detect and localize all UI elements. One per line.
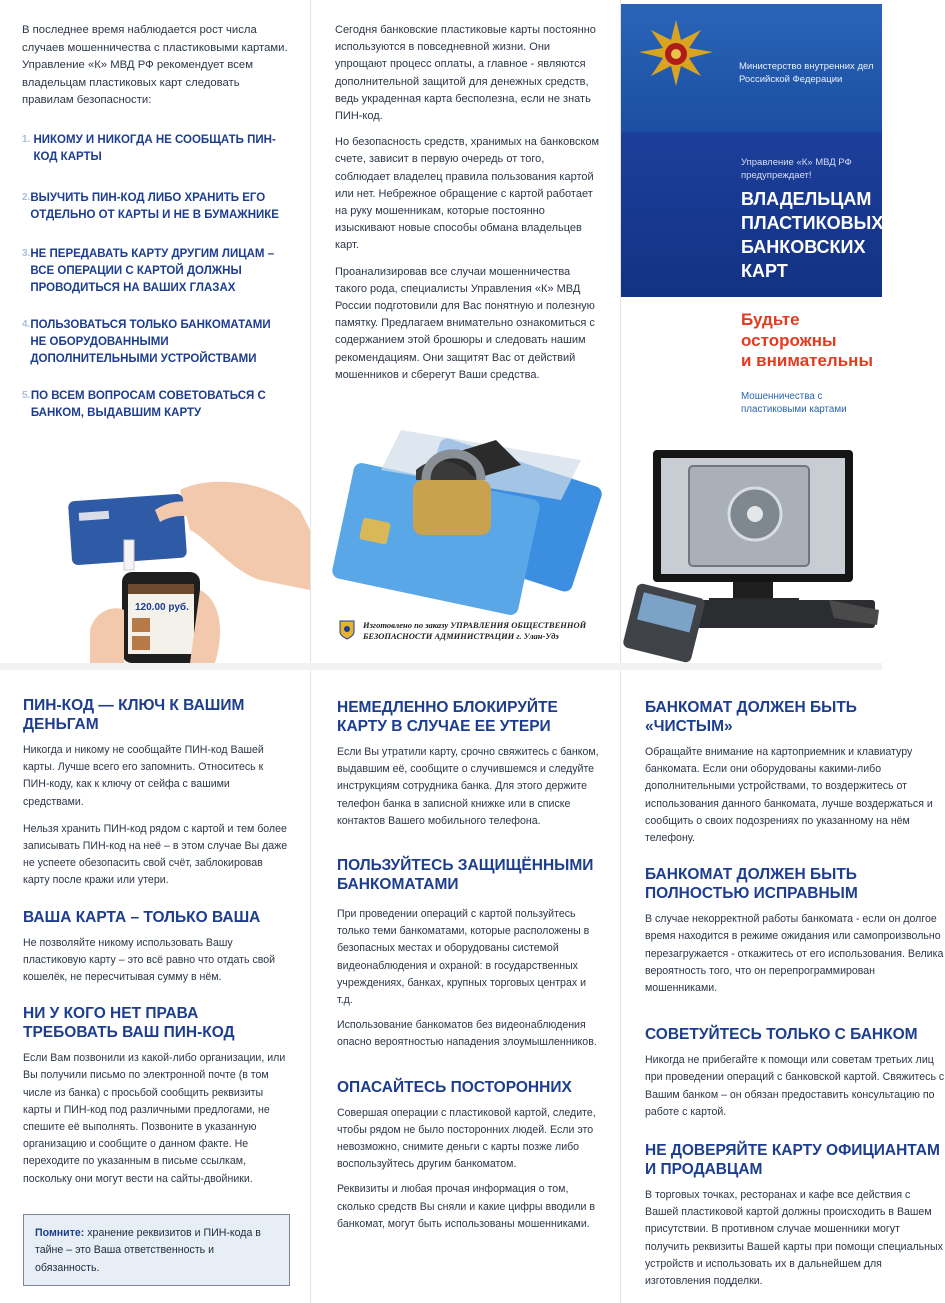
section-title: ПИН-КОД — КЛЮЧ К ВАШИМ ДЕНЬГАМ (23, 697, 245, 733)
rule-text: НИКОМУ И НИКОГДА НЕ СООБЩАТЬ ПИН-КОД КАРТЫ (33, 133, 276, 163)
rule-number: 2. (22, 191, 31, 203)
section-title: ВАША КАРТА – ТОЛЬКО ВАША (23, 908, 261, 926)
rule-text: ПОЛЬЗОВАТЬСЯ ТОЛЬКО БАНКОМАТАМИ НЕ ОБОРУДОВАННЫМИ ДОПОЛНИТЕЛЬНЫМИ УСТРОЙСТВАМИ (30, 318, 271, 365)
rule-number: 5. (22, 389, 31, 401)
paragraph: Но безопасность средств, хранимых на банковском счете, зависит в первую очередь от того, соблюдает владелец правила пользования картой или нет. Небрежное обращение с картой работает на руку мошенникам, которые постоянно изыскивают новые способы обмана владельцев карт. (335, 136, 600, 252)
phone-amount: 120.00 руб. (135, 602, 189, 613)
rule-number: 3. (22, 247, 31, 259)
paragraph: Проанализировав все случаи мошенничества такого рода, специалисты Управления «К» МВД России подготовили для Вас понятную и полезную памятку. Предлагаем внимательно ознакомиться с содержанием этой брошюры и следовать нашим рекомендациям. Они защитят Вас от действий мошенников и сберегут Ваши средства. (335, 265, 595, 381)
paragraph: Обращайте внимание на картоприемник и клавиатуру банкомата. Если они оборудованы какими-либо дополнительными устройствами, то воздержитесь от использования данного банкомата, лучше воздержаться и сообщить о своих подозрениях по указанному на нём телефону. (645, 746, 933, 845)
rule-item (22, 388, 288, 422)
section-title: БАНКОМАТ ДОЛЖЕН БЫТЬ «ЧИСТЫМ» (645, 699, 857, 735)
slogan: Будьте осторожны и внимательны (741, 310, 873, 370)
paragraph: В торговых точках, ресторанах и кафе все действия с Вашей пластиковой картой должны происходить в Вашем присутствии. В противном случае мошенники могут получить реквизиты Вашей карты при помощи специальных устройств и использовать их в дальнейшем для изготовления подделки. (645, 1189, 943, 1288)
intro-text: В последнее время наблюдается рост числа случаев мошенничества с пластиковыми картами. Управление «К» МВД РФ рекомендует всем владельцам пластиковых карт следовать правилам безопасности: (22, 24, 288, 106)
publisher-footer (339, 620, 604, 642)
cover-topic: Мошенничества с пластиковыми картами (741, 391, 847, 415)
rule-number: 1. (22, 133, 31, 145)
mvd-emblem-icon (635, 18, 717, 98)
reminder-label: Помните: (35, 1226, 85, 1239)
rule-text: НЕ ПЕРЕДАВАТЬ КАРТУ ДРУГИМ ЛИЦАМ – ВСЕ ОПЕРАЦИИ С КАРТОЙ ДОЛЖНЫ ПРОВОДИТЬСЯ НА ВАШИХ ГЛАЗАХ (30, 247, 275, 294)
rule-item (22, 246, 288, 297)
rules-list (22, 132, 288, 422)
publisher-text: Изготовлено по заказу УПРАВЛЕНИЯ ОБЩЕСТВЕННОЙ БЕЗОПАСНОСТИ АДМИНИСТРАЦИИ г. Улан-Удэ (363, 620, 587, 641)
paragraph: Сегодня банковские пластиковые карты постоянно используются в повседневной жизни. Они упрощают процесс оплаты, а главное - являются дополнительной защитой для денежных средств, ведь украденная карта бесполезна, если не знать ПИН-код. (335, 24, 596, 123)
intro-panel (311, 0, 620, 663)
section-title: ОПАСАЙТЕСЬ ПОСТОРОННИХ (337, 1078, 572, 1096)
paragraph: Никогда и никому не сообщайте ПИН-код Вашей карты. Лучше всего его запомнить. Относитесь к ПИН-коду, как к ключу от сейфа с вашими средствами. (23, 744, 264, 808)
cards-padlock-illustration (321, 420, 616, 620)
paragraph: В случае некорректной работы банкомата - если он долгое время находится в режиме ожидания или самопроизвольно перезагружается - откажитесь от его использования. Велика вероятность того, что он перепрограммирован мошенниками. (645, 913, 944, 995)
rule-text: ПО ВСЕМ ВОПРОСАМ СОВЕТОВАТЬСЯ С БАНКОМ, ВЫДАВШИМ КАРТУ (30, 389, 266, 419)
brochure-inner-side (0, 670, 945, 1303)
brochure-outer-side (0, 0, 882, 663)
rule-item (22, 317, 288, 368)
section-title: БАНКОМАТ ДОЛЖЕН БЫТЬ ПОЛНОСТЬЮ ИСПРАВНЫМ (645, 866, 858, 903)
rules-panel (0, 0, 310, 663)
computer-safe-illustration (629, 450, 882, 660)
rule-item (22, 132, 288, 166)
paragraph: Если Вам позвонили из какой-либо организации, или Вы получили письмо по электронной почте (в том числе из банка) с просьбой сообщить реквизиты карты и ПИН-код под различными предлогами, не спешите её выполнять. Позвоните в указанную организацию и сообщите о данном факте. Не переходите по указанным в письме ссылкам, поскольку они могут вести на сайты-двойники. (23, 1052, 286, 1185)
warning-line: Управление «К» МВД РФ предупреждает! (741, 157, 852, 181)
card-safety-panel (311, 670, 620, 1303)
section-title: НИ У КОГО НЕТ ПРАВА ТРЕБОВАТЬ ВАШ ПИН-КОД (23, 1005, 235, 1042)
paragraph: Реквизиты и любая прочая информация о том, сколько средств Вы сняли и какие цифры вводили в банкомат, могут быть использованы мошенниками. (337, 1183, 596, 1230)
rule-text: ВЫУЧИТЬ ПИН-КОД ЛИБО ХРАНИТЬ ЕГО ОТДЕЛЬНО ОТ КАРТЫ И НЕ В БУМАЖНИКЕ (30, 191, 279, 221)
paragraph: Совершая операции с пластиковой картой, следите, чтобы рядом не было посторонних людей. Если это невозможно, снимите деньги с карты позже либо воспользуйтесь другим банкоматом. (337, 1106, 596, 1171)
pin-code-panel (0, 670, 310, 1303)
section-title: ПОЛЬЗУЙТЕСЬ ЗАЩИЩЁННЫМИ БАНКОМАТАМИ (337, 857, 594, 894)
paragraph: Использование банкоматов без видеонаблюдения опасно вероятностью нападения злоумышленников. (337, 1019, 597, 1049)
reminder-box (23, 1214, 290, 1287)
paragraph: При проведении операций с картой пользуйтесь только теми банкоматами, которые расположены в безопасных местах и оборудованы системой видеонаблюдения и охраной: в государственных учреждениях, банках, крупных торговых центрах и т.д. (337, 908, 590, 1007)
section-title: НЕ ДОВЕРЯЙТЕ КАРТУ ОФИЦИАНТАМ И ПРОДАВЦАМ (645, 1142, 940, 1179)
paragraph: Если Вы утратили карту, срочно свяжитесь с банком, выдавшим её, сообщите о случившемся и следуйте инструкциям сотрудника банка. Для этого держите телефон банка в записной книжке или в списке контактов Вашего мобильного телефона. (337, 746, 599, 827)
section-title: СОВЕТУЙТЕСЬ ТОЛЬКО С БАНКОМ (645, 1026, 918, 1044)
paragraph: Нельзя хранить ПИН-код рядом с картой и тем более записывать ПИН-код на неё – в этом случае Вы даже не успеете обезопасить свой счёт, заблокировав карту после кражи или утери. (23, 822, 288, 887)
paragraph: Никогда не прибегайте к помощи или советам третьих лиц при проведении операций с банковской картой. Свяжитесь с Вашим банком – он обязан предоставить консультацию по работе с картой. (645, 1054, 945, 1118)
page-gap (0, 663, 882, 670)
paragraph: Не позволяйте никому использовать Вашу пластиковую карту – это всё равно что отдать свой кошелёк, не пересчитывая сумму в нём. (23, 936, 276, 984)
ministry-name: Министерство внутренних дел Российской Федерации (739, 61, 874, 85)
rule-number: 4. (22, 318, 31, 330)
hand-card-phone-illustration (60, 470, 310, 663)
cover-title: ВЛАДЕЛЬЦАМ ПЛАСТИКОВЫХ БАНКОВСКИХ КАРТ (741, 189, 884, 281)
section-title: НЕМЕДЛЕННО БЛОКИРУЙТЕ КАРТУ В СЛУЧАЕ ЕЕ УТЕРИ (337, 699, 558, 735)
rule-item (22, 190, 288, 224)
reminder-text: хранение реквизитов и ПИН-кода в тайне – это Ваша ответственность и обязанность. (35, 1226, 261, 1274)
cover-panel (621, 0, 882, 663)
atm-panel (621, 670, 945, 1303)
coat-of-arms-icon (339, 620, 355, 640)
